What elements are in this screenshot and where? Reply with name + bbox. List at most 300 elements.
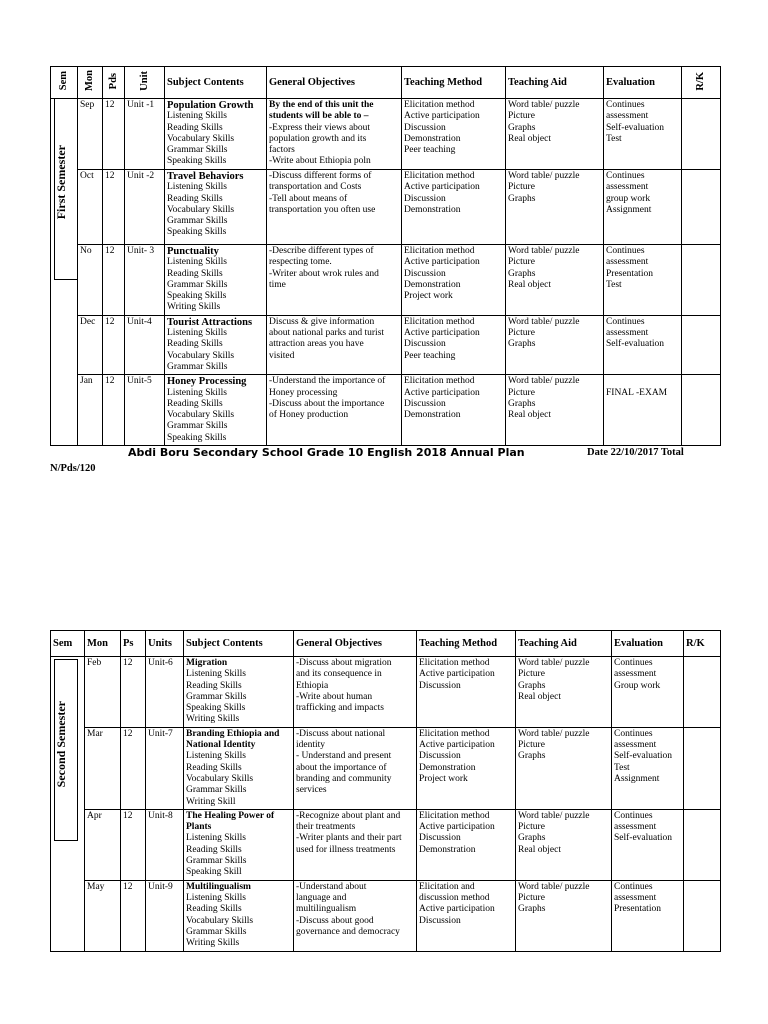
evaluation-item: Group work <box>614 680 661 691</box>
skill-item: Vocabulary Skills <box>167 133 235 144</box>
skill-item: Writing Skills <box>167 302 221 313</box>
header-general-objectives: General Objectives <box>267 67 402 99</box>
objective-item: -Describe different types of <box>269 246 374 256</box>
objective-item: -Writer plants and their part <box>296 833 402 844</box>
objectives-cell <box>267 375 402 446</box>
objective-item: -Discuss about migration <box>296 658 392 668</box>
skill-item: Grammar Skills <box>186 691 247 702</box>
teaching-method-cell <box>417 880 516 951</box>
header-evaluation: Evaluation <box>604 67 682 99</box>
objective-intro: By the end of this unit the <box>269 100 374 110</box>
periods-cell: 12 <box>121 809 146 880</box>
aid-item: Graphs <box>518 833 546 844</box>
objective-item: -Discuss about good <box>296 915 374 926</box>
aid-item: Word table/ puzzle <box>508 100 580 110</box>
second-semester-plan-table <box>50 630 721 952</box>
skill-item: Vocabulary Skills <box>186 915 254 926</box>
subject-contents-cell <box>184 727 294 809</box>
subject-contents-cell <box>184 657 294 728</box>
skill-item: Grammar Skills <box>186 785 247 796</box>
header-teaching-aid: Teaching Aid <box>506 67 604 99</box>
method-item: Active participation <box>404 182 480 193</box>
evaluation-item: Assignment <box>614 773 660 784</box>
skill-item: Speaking Skills <box>186 703 246 714</box>
rk-cell <box>684 727 721 809</box>
method-item: Discussion <box>419 751 461 762</box>
method-item: Demonstration <box>404 133 461 144</box>
method-item: Discussion <box>404 193 446 204</box>
rk-cell <box>682 170 721 245</box>
header-subject-contents: Subject Contents <box>165 67 267 99</box>
evaluation-item: assessment <box>606 257 649 268</box>
method-item: Discussion <box>404 339 446 350</box>
subject-contents-cell <box>165 375 267 446</box>
skill-item: Writing Skills <box>186 938 240 949</box>
objective-item: transportation and Costs <box>269 182 362 193</box>
teaching-aid-cell <box>506 170 604 245</box>
evaluation-item: Test <box>606 279 622 290</box>
evaluation-item: assessment <box>614 822 657 833</box>
method-item: Active participation <box>419 904 495 915</box>
objective-item: -Writer about wrok rules and <box>269 268 379 279</box>
unit-cell: Unit -1 <box>125 99 165 170</box>
evaluation-cell <box>604 170 682 245</box>
objective-item: -Discuss about the importance <box>269 398 385 409</box>
method-item: Demonstration <box>419 762 476 773</box>
skill-item: Listening Skills <box>186 669 246 680</box>
skill-item: Vocabulary Skills <box>167 350 235 361</box>
objective-intro: students will be able to – <box>269 111 369 122</box>
objective-item: respecting tome. <box>269 257 332 268</box>
evaluation-item: Test <box>614 762 630 773</box>
objectives-cell <box>294 727 417 809</box>
semester-name: Second Semester <box>54 701 68 788</box>
table-row <box>51 99 721 170</box>
evaluation-item: Continues <box>614 810 653 821</box>
objective-item: attraction areas you have <box>269 339 364 350</box>
unit-cell: Unit-5 <box>125 375 165 446</box>
teaching-method-cell <box>417 727 516 809</box>
aid-item: Picture <box>508 328 535 339</box>
skill-item: Reading Skills <box>186 844 242 855</box>
method-item: Elicitation and <box>419 881 475 892</box>
skill-item: Vocabulary Skills <box>186 773 254 784</box>
objective-item: -Recognize about plant and <box>296 810 401 821</box>
aid-item: Real object <box>508 279 551 290</box>
aid-item: Graphs <box>518 904 546 915</box>
objectives-cell <box>267 99 402 170</box>
header-teaching-aid: Teaching Aid <box>516 631 612 657</box>
rk-cell <box>682 245 721 316</box>
skill-item: Reading Skills <box>186 762 242 773</box>
subject-contents-cell <box>165 99 267 170</box>
objective-item: Honey processing <box>269 387 338 398</box>
month-cell: Apr <box>85 809 121 880</box>
aid-item: Graphs <box>508 122 536 133</box>
teaching-aid-cell <box>516 727 612 809</box>
table-row <box>51 315 721 374</box>
month-cell: Sep <box>78 99 103 170</box>
subject-contents-cell <box>184 809 294 880</box>
unit-topic: National Identity <box>186 740 256 751</box>
rk-cell <box>684 809 721 880</box>
skill-item: Listening Skills <box>167 182 227 193</box>
evaluation-item: Continues <box>614 881 653 892</box>
aid-item: Word table/ puzzle <box>508 246 580 256</box>
header-rk: R/K <box>684 631 721 657</box>
teaching-aid-cell <box>506 315 604 374</box>
rk-cell <box>684 657 721 728</box>
header-units: Units <box>146 631 184 657</box>
objective-item: -Understand the importance of <box>269 376 386 387</box>
periods-cell: 12 <box>103 99 125 170</box>
objective-item: used for illness treatments <box>296 844 396 855</box>
teaching-method-cell <box>402 375 506 446</box>
evaluation-item: Continues <box>606 100 645 110</box>
month-cell: No <box>78 245 103 316</box>
method-item: Demonstration <box>419 844 476 855</box>
aid-item: Word table/ puzzle <box>508 171 580 181</box>
aid-item: Picture <box>518 669 545 680</box>
skill-item: Vocabulary Skills <box>167 410 235 421</box>
subject-contents-cell <box>184 880 294 951</box>
subject-contents-cell <box>165 245 267 316</box>
evaluation-item: assessment <box>606 111 649 122</box>
method-item: Discussion <box>404 268 446 279</box>
skill-item: Writing Skills <box>186 714 240 725</box>
evaluation-cell <box>604 245 682 316</box>
method-item: Discussion <box>404 398 446 409</box>
objective-item: -Discuss different forms of <box>269 171 372 181</box>
aid-item: Graphs <box>508 398 536 409</box>
objectives-cell <box>294 880 417 951</box>
aid-item: Picture <box>508 387 535 398</box>
table-row <box>51 170 721 245</box>
objective-item: -Discuss about national <box>296 728 386 739</box>
objective-item: governance and democracy <box>296 927 400 938</box>
skill-item: Grammar Skills <box>186 927 247 938</box>
evaluation-item: assessment <box>606 182 649 193</box>
skill-item: Listening Skills <box>186 833 246 844</box>
aid-item: Graphs <box>508 339 536 350</box>
evaluation-cell <box>604 315 682 374</box>
evaluation-item: Continues <box>606 171 645 181</box>
aid-item: Real object <box>508 133 551 144</box>
unit-cell: Unit-7 <box>146 727 184 809</box>
unit-topic: Migration <box>186 658 228 668</box>
skill-item: Reading Skills <box>186 680 242 691</box>
skill-item: Grammar Skills <box>167 216 228 227</box>
semester-label <box>56 701 67 792</box>
objective-item: transportation you often use <box>269 204 376 215</box>
evaluation-cell <box>612 809 684 880</box>
evaluation-item: Assignment <box>606 204 652 215</box>
skill-item: Speaking Skills <box>167 156 227 167</box>
table-row <box>51 375 721 446</box>
skill-item: Listening Skills <box>167 111 227 122</box>
teaching-method-cell <box>402 170 506 245</box>
header-mon: Mon <box>78 67 103 99</box>
unit-topic: Travel Behaviors <box>167 171 244 182</box>
method-item: Elicitation method <box>404 100 475 110</box>
method-item: Discussion <box>419 915 461 926</box>
method-item: Demonstration <box>404 204 461 215</box>
objective-item: branding and community <box>296 773 392 784</box>
skill-item: Writing Skill <box>186 796 236 807</box>
aid-item: Word table/ puzzle <box>518 728 590 739</box>
skill-item: Grammar Skills <box>186 856 247 867</box>
skill-item: Listening Skills <box>167 257 227 268</box>
semester-name: First Semester <box>54 145 68 220</box>
evaluation-cell <box>612 880 684 951</box>
aid-item: Graphs <box>508 268 536 279</box>
plan-date: Date 22/10/2017 Total <box>587 447 684 458</box>
table-row <box>51 809 721 880</box>
unit-cell: Unit-8 <box>146 809 184 880</box>
method-item: Discussion <box>404 122 446 133</box>
method-item: Demonstration <box>404 410 461 421</box>
evaluation-item: assessment <box>614 669 657 680</box>
skill-item: Speaking Skills <box>167 227 227 238</box>
evaluation-item: Presentation <box>606 268 653 279</box>
skill-item: Speaking Skills <box>167 291 227 302</box>
evaluation-cell <box>604 375 682 446</box>
semester-label <box>56 145 67 224</box>
header-rk: R/K <box>682 67 721 99</box>
method-item: Active participation <box>404 387 480 398</box>
annual-plan-title: Abdi Boru Secondary School Grade 10 English 2018 Annual Plan <box>128 446 525 459</box>
header-subject-contents: Subject Contents <box>184 631 294 657</box>
aid-item: Picture <box>518 740 545 751</box>
objective-item: - Understand and present <box>296 751 392 762</box>
rk-cell <box>682 99 721 170</box>
month-cell: Feb <box>85 657 121 728</box>
method-item: Active participation <box>404 328 480 339</box>
subject-contents-cell <box>165 170 267 245</box>
method-item: Elicitation method <box>404 246 475 256</box>
objective-item: Ethiopia <box>296 680 329 691</box>
teaching-method-cell <box>402 245 506 316</box>
month-cell: May <box>85 880 121 951</box>
teaching-aid-cell <box>516 880 612 951</box>
aid-item: Real object <box>518 844 561 855</box>
objectives-cell <box>294 809 417 880</box>
evaluation-item: group work <box>606 193 651 204</box>
evaluation-item: Continues <box>606 316 645 327</box>
header-pds: Pds <box>103 67 125 99</box>
aid-item: Graphs <box>518 751 546 762</box>
table-row <box>51 727 721 809</box>
evaluation-item: Self-evaluation <box>614 751 673 762</box>
evaluation-item: Test <box>606 133 622 144</box>
rk-cell <box>684 880 721 951</box>
objectives-cell <box>267 170 402 245</box>
aid-item: Word table/ puzzle <box>508 316 580 327</box>
objective-item: about the importance of <box>296 762 387 773</box>
method-item: Project work <box>404 291 453 302</box>
unit-cell: Unit- 3 <box>125 245 165 316</box>
aid-item: Word table/ puzzle <box>518 881 590 892</box>
periods-cell: 12 <box>103 245 125 316</box>
method-item: Elicitation method <box>419 728 490 739</box>
header-teaching-method: Teaching Method <box>417 631 516 657</box>
teaching-aid-cell <box>506 99 604 170</box>
table-row <box>51 880 721 951</box>
objective-item: Discuss & give information <box>269 316 375 327</box>
evaluation-item: assessment <box>606 328 649 339</box>
objective-item: of Honey production <box>269 410 349 421</box>
evaluation-item: assessment <box>614 893 657 904</box>
aid-item: Picture <box>508 111 535 122</box>
teaching-aid-cell <box>516 809 612 880</box>
skill-item: Reading Skills <box>167 193 223 204</box>
table-row <box>51 245 721 316</box>
method-item: Active participation <box>404 111 480 122</box>
teaching-aid-cell <box>506 245 604 316</box>
method-item: Active participation <box>404 257 480 268</box>
aid-item: Word table/ puzzle <box>508 376 580 387</box>
header-general-objectives: General Objectives <box>294 631 417 657</box>
periods-cell: 12 <box>103 375 125 446</box>
aid-item: Graphs <box>508 193 536 204</box>
periods-cell: 12 <box>121 657 146 728</box>
aid-item: Real object <box>508 410 551 421</box>
evaluation-item: Self-evaluation <box>606 122 665 133</box>
objective-item: -Express their views about <box>269 122 371 133</box>
evaluation-cell <box>612 727 684 809</box>
month-cell: Oct <box>78 170 103 245</box>
unit-topic: The Healing Power of <box>186 810 275 821</box>
objective-item: population growth and its <box>269 133 367 144</box>
skill-item: Reading Skills <box>186 904 242 915</box>
periods-cell: 12 <box>121 727 146 809</box>
skill-item: Grammar Skills <box>167 421 228 432</box>
objective-item: -Write about Ethiopia poln <box>269 156 371 167</box>
unit-cell: Unit-6 <box>146 657 184 728</box>
objectives-cell <box>267 245 402 316</box>
rk-cell <box>682 315 721 374</box>
objective-item: their treatments <box>296 822 356 833</box>
method-item: Active participation <box>419 740 495 751</box>
objective-item: factors <box>269 145 295 156</box>
semester-cell <box>51 99 78 446</box>
skill-item: Reading Skills <box>167 339 223 350</box>
method-item: Elicitation method <box>404 171 475 181</box>
unit-cell: Unit-4 <box>125 315 165 374</box>
header-sem: Sem <box>51 67 78 99</box>
skill-item: Listening Skills <box>186 893 246 904</box>
skill-item: Vocabulary Skills <box>167 204 235 215</box>
method-item: Active participation <box>419 822 495 833</box>
teaching-method-cell <box>417 657 516 728</box>
unit-topic: Punctuality <box>167 246 219 257</box>
header-evaluation: Evaluation <box>612 631 684 657</box>
evaluation-cell <box>604 99 682 170</box>
skill-item: Speaking Skill <box>186 867 242 878</box>
objectives-cell <box>294 657 417 728</box>
objective-item: -Write about human <box>296 691 373 702</box>
unit-topic: Plants <box>186 822 212 833</box>
teaching-method-cell <box>402 315 506 374</box>
evaluation-item: Self-evaluation <box>614 833 673 844</box>
unit-topic: Population Growth <box>167 100 254 111</box>
periods-cell: 12 <box>103 315 125 374</box>
objective-item: -Tell about means of <box>269 193 348 204</box>
skill-item: Reading Skills <box>167 268 223 279</box>
table-row <box>51 657 721 728</box>
teaching-method-cell <box>402 99 506 170</box>
objective-item: about national parks and turist <box>269 328 385 339</box>
method-item: Elicitation method <box>419 658 490 668</box>
evaluation-item: Continues <box>614 658 653 668</box>
objectives-cell <box>267 315 402 374</box>
unit-topic: Honey Processing <box>167 376 247 388</box>
month-cell: Jan <box>78 375 103 446</box>
skill-item: Listening Skills <box>186 751 246 762</box>
aid-item: Picture <box>518 893 545 904</box>
method-item: Elicitation method <box>419 810 490 821</box>
objective-item: visited <box>269 350 295 361</box>
aid-item: Picture <box>508 257 535 268</box>
method-item: discussion method <box>419 893 490 904</box>
method-item: Elicitation method <box>404 376 475 387</box>
teaching-aid-cell <box>516 657 612 728</box>
objective-item: identity <box>296 740 326 751</box>
objective-item: multilingualism <box>296 904 357 915</box>
skill-item: Listening Skills <box>167 387 227 398</box>
skill-item: Reading Skills <box>167 122 223 133</box>
unit-cell: Unit -2 <box>125 170 165 245</box>
unit-topic: Tourist Attractions <box>167 316 253 328</box>
skill-item: Speaking Skills <box>167 432 227 443</box>
periods-cell: 12 <box>103 170 125 245</box>
unit-topic: Multilingualism <box>186 881 251 892</box>
table-header-row <box>51 67 721 99</box>
header-sem: Sem <box>51 631 85 657</box>
semester-cell <box>51 657 85 952</box>
aid-item: Word table/ puzzle <box>518 810 590 821</box>
method-item: Discussion <box>419 833 461 844</box>
skill-item: Grammar Skills <box>167 279 228 290</box>
method-item: Active participation <box>419 669 495 680</box>
skill-item: Listening Skills <box>167 328 227 339</box>
table-header-row <box>51 631 721 657</box>
unit-topic: Branding Ethiopia and <box>186 728 280 739</box>
unit-cell: Unit-9 <box>146 880 184 951</box>
objective-item: services <box>296 785 327 796</box>
skill-item: Grammar Skills <box>167 361 228 372</box>
evaluation-item: Presentation <box>614 904 661 915</box>
teaching-aid-cell <box>506 375 604 446</box>
objective-item: time <box>269 279 286 290</box>
evaluation-item: FINAL -EXAM <box>606 387 668 398</box>
evaluation-item: assessment <box>614 740 657 751</box>
evaluation-cell <box>612 657 684 728</box>
header-unit: Unit <box>125 67 165 99</box>
header-mon: Mon <box>85 631 121 657</box>
aid-item: Word table/ puzzle <box>518 658 590 668</box>
aid-item: Graphs <box>518 680 546 691</box>
method-item: Discussion <box>419 680 461 691</box>
teaching-method-cell <box>417 809 516 880</box>
header-ps: Ps <box>121 631 146 657</box>
total-periods: N/Pds/120 <box>50 463 96 474</box>
month-cell: Mar <box>85 727 121 809</box>
periods-cell: 12 <box>121 880 146 951</box>
evaluation-item: Self-evaluation <box>606 339 665 350</box>
method-item: Project work <box>419 773 468 784</box>
objective-item: trafficking and impacts <box>296 703 384 714</box>
